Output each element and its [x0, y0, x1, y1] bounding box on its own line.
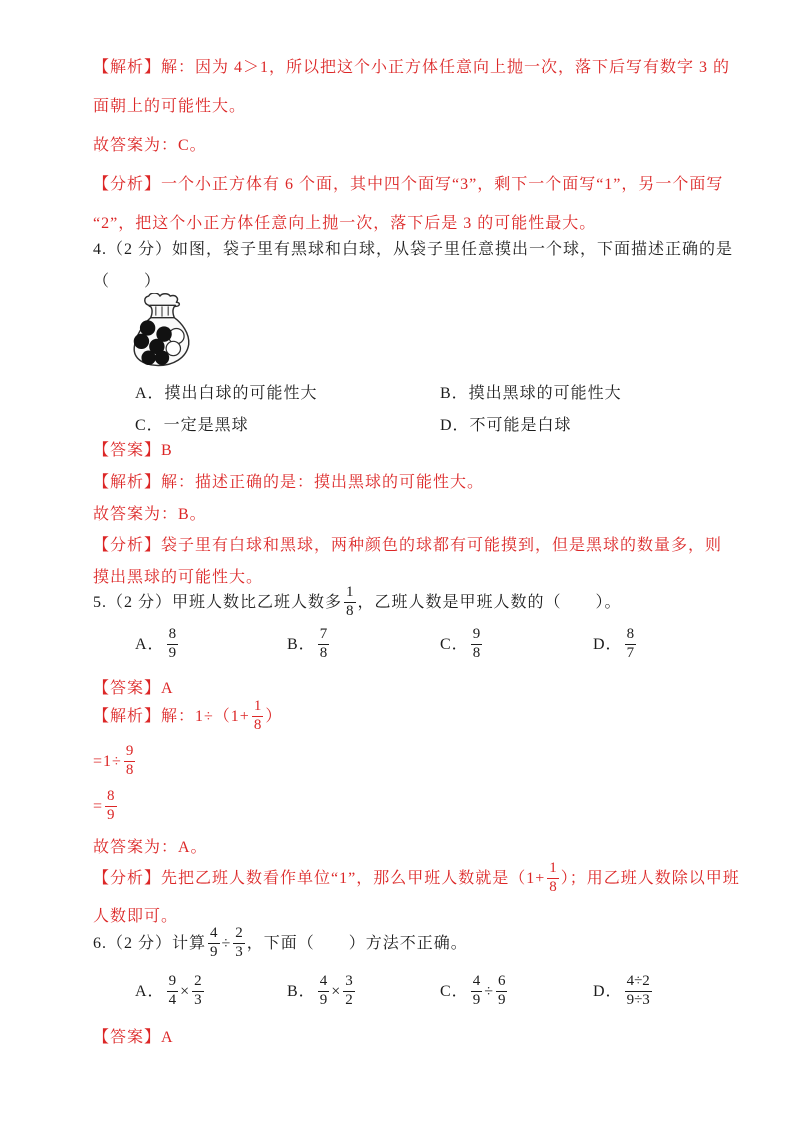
q4-stem-line1: 4.（2 分）如图，袋子里有黑球和白球，从袋子里任意摸出一个球，下面描述正确的是	[93, 241, 734, 258]
fraction: $\frac{1}{8}$	[346, 584, 354, 619]
divide-operator: ÷	[221, 934, 232, 952]
q5-fenxi-line2: 人数即可。	[93, 908, 179, 925]
q3-jiexi-line1: 【解析】解：因为 4＞1，所以把这个小正方体任意向上抛一次，落下后写有数字 3 的	[93, 59, 731, 76]
q5-stem	[93, 586, 622, 621]
fraction: $\frac{4\div 2}{9\div 3}$	[626, 973, 650, 1008]
option-label: C．	[440, 635, 469, 653]
fraction: $\frac{2}{3}$	[194, 973, 202, 1008]
q5-jiexi-post: ）	[265, 707, 283, 725]
q4-option-a: A．摸出白球的可能性大	[135, 385, 318, 402]
multiply-operator: ×	[331, 982, 342, 1000]
fraction: $\frac{3}{2}$	[345, 973, 353, 1008]
q5-answer: 【答案】A	[93, 680, 174, 697]
q5-jiexi-pre: 【解析】解：1÷（1+	[93, 707, 250, 725]
q3-fenxi-line2: “2”，把这个小正方体任意向上抛一次，落下后是 3 的可能性最大。	[93, 215, 597, 232]
q5-stem-post: ，乙班人数是甲班人数的（ ）。	[357, 593, 622, 611]
fraction: $\frac{9}{8}$	[125, 743, 134, 778]
q6-option-d	[593, 975, 654, 1010]
option-label: C．	[440, 982, 469, 1000]
option-label: D．	[593, 635, 623, 653]
q4-stem-line2: （ ）	[93, 273, 162, 290]
bag-icon	[129, 293, 195, 367]
fraction: $\frac{4}{9}$	[472, 973, 481, 1008]
q5-step3-pre: =	[93, 797, 104, 815]
q6-option-a	[135, 975, 206, 1010]
fraction: $\frac{9}{4}$	[168, 973, 177, 1008]
multiply-operator: ×	[180, 982, 191, 1000]
option-label: B．	[287, 982, 316, 1000]
q6-stem-pre: 6.（2 分）计算	[93, 934, 207, 952]
q5-option-a	[135, 628, 180, 663]
q5-fenxi-line1	[93, 862, 740, 897]
q5-stem-pre: 5.（2 分）甲班人数比乙班人数多	[93, 593, 343, 611]
q6-option-c	[440, 975, 509, 1010]
q5-jiexi	[93, 700, 282, 735]
q5-fenxi-pre: 【分析】先把乙班人数看作单位“1”，那么甲班人数就是（1+	[93, 869, 546, 887]
option-label: A．	[135, 635, 165, 653]
q5-option-b	[287, 628, 331, 663]
fraction: $\frac{1}{8}$	[253, 698, 262, 733]
q4-option-b: B．摸出黑球的可能性大	[440, 385, 622, 402]
q6-stem-post: ，下面（ ）方法不正确。	[246, 934, 468, 952]
q4-option-c: C．一定是黑球	[135, 417, 249, 434]
q4-jiexi: 【解析】解：描述正确的是：摸出黑球的可能性大。	[93, 474, 485, 491]
q3-fenxi-line1: 【分析】一个小正方体有 6 个面，其中四个面写“3”，剩下一个面写“1”，另一个面写	[93, 176, 724, 193]
q6-option-b	[287, 975, 357, 1010]
q6-answer: 【答案】A	[93, 1029, 174, 1046]
fraction: $\frac{4}{9}$	[319, 973, 328, 1008]
q4-fenxi-line1: 【分析】袋子里有白球和黑球，两种颜色的球都有可能摸到，但是黑球的数量多，则	[93, 537, 723, 554]
q4-conclusion: 故答案为：B。	[93, 506, 207, 523]
fraction: $\frac{4}{9}$	[210, 925, 218, 960]
q5-option-c	[440, 628, 484, 663]
q4-answer: 【答案】B	[93, 442, 173, 459]
fraction: $\frac{9}{8}$	[472, 626, 481, 661]
divide-operator: ÷	[484, 982, 494, 1000]
fraction: $\frac{7}{8}$	[319, 626, 328, 661]
option-label: A．	[135, 982, 165, 1000]
q6-stem	[93, 927, 468, 962]
q5-step3	[93, 790, 119, 825]
fraction: $\frac{8}{9}$	[168, 626, 177, 661]
option-label: D．	[593, 982, 623, 1000]
option-label: B．	[287, 635, 316, 653]
q5-conclusion: 故答案为：A。	[93, 839, 208, 856]
q3-conclusion: 故答案为：C。	[93, 137, 207, 154]
fraction: $\frac{2}{3}$	[235, 925, 243, 960]
bag-with-balls-illustration	[129, 293, 195, 372]
fraction: $\frac{8}{7}$	[626, 626, 635, 661]
q5-option-d	[593, 628, 638, 663]
fraction: $\frac{1}{8}$	[549, 860, 557, 895]
q5-fenxi-post: ）；用乙班人数除以甲班	[560, 869, 740, 887]
q4-option-d: D．不可能是白球	[440, 417, 572, 434]
q3-jiexi-line2: 面朝上的可能性大。	[93, 98, 247, 115]
q5-step2-pre: =1÷	[93, 752, 122, 770]
fraction: $\frac{8}{9}$	[107, 788, 115, 823]
fraction: $\frac{6}{9}$	[497, 973, 506, 1008]
q5-step2	[93, 745, 137, 780]
q4-fenxi-line2: 摸出黑球的可能性大。	[93, 569, 264, 586]
